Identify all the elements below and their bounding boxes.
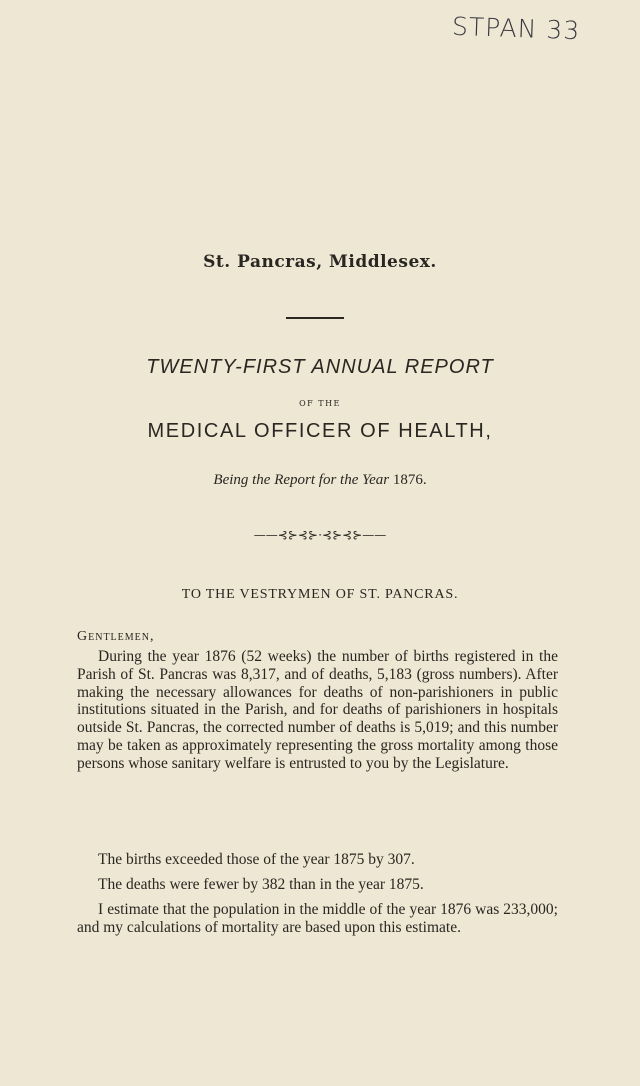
place-heading: St. Pancras, Middlesex. xyxy=(203,252,437,272)
ornament-divider: ——⊰⊱⊰⊱⋅⊰⊱⊰⊱—— xyxy=(253,528,387,542)
handwritten-annotation: STPAN 33 xyxy=(451,11,581,46)
title-rule xyxy=(286,317,344,319)
paragraph-births-deaths xyxy=(77,648,558,773)
report-year: 1876. xyxy=(392,472,427,488)
paragraph-text: I estimate that the population in the middle of the year 1876 was 233,000; and my calculations of mortality are based upon this estimate. xyxy=(77,901,558,936)
paragraph-deaths-fewer xyxy=(77,876,558,894)
report-title: TWENTY-FIRST ANNUAL REPORT xyxy=(146,356,494,378)
address-line: TO THE VESTRYMEN OF ST. PANCRAS. xyxy=(181,587,459,602)
paragraph-population xyxy=(77,901,558,937)
paragraph-text: The births exceeded those of the year 1875 by 307. xyxy=(98,851,415,868)
paragraph-text: During the year 1876 (52 weeks) the number of births registered in the Parish of St. Pancras was 8,317, and of deaths, 5,183 (gross numbers). After making the necessary allowances for deaths of non-parishioners in public institutions situated in the Parish, and for deaths of parishioners in hospitals outside St. Pancras, the corrected number of deaths is 5,019; and this number may be taken as approximately representing the gross mortality among those persons whose sanitary welfare is entrusted to you by the Legislature. xyxy=(77,648,558,772)
paragraph-text: The deaths were fewer by 382 than in the year 1875. xyxy=(98,876,424,893)
of-the-label: OF THE xyxy=(299,399,341,408)
salutation: Gentlemen, xyxy=(77,629,155,644)
report-year-line xyxy=(0,472,640,489)
officer-title: MEDICAL OFFICER OF HEALTH, xyxy=(147,420,493,442)
report-year-prefix: Being the Report for the Year xyxy=(213,472,393,488)
paragraph-births-exceeded xyxy=(77,851,558,869)
